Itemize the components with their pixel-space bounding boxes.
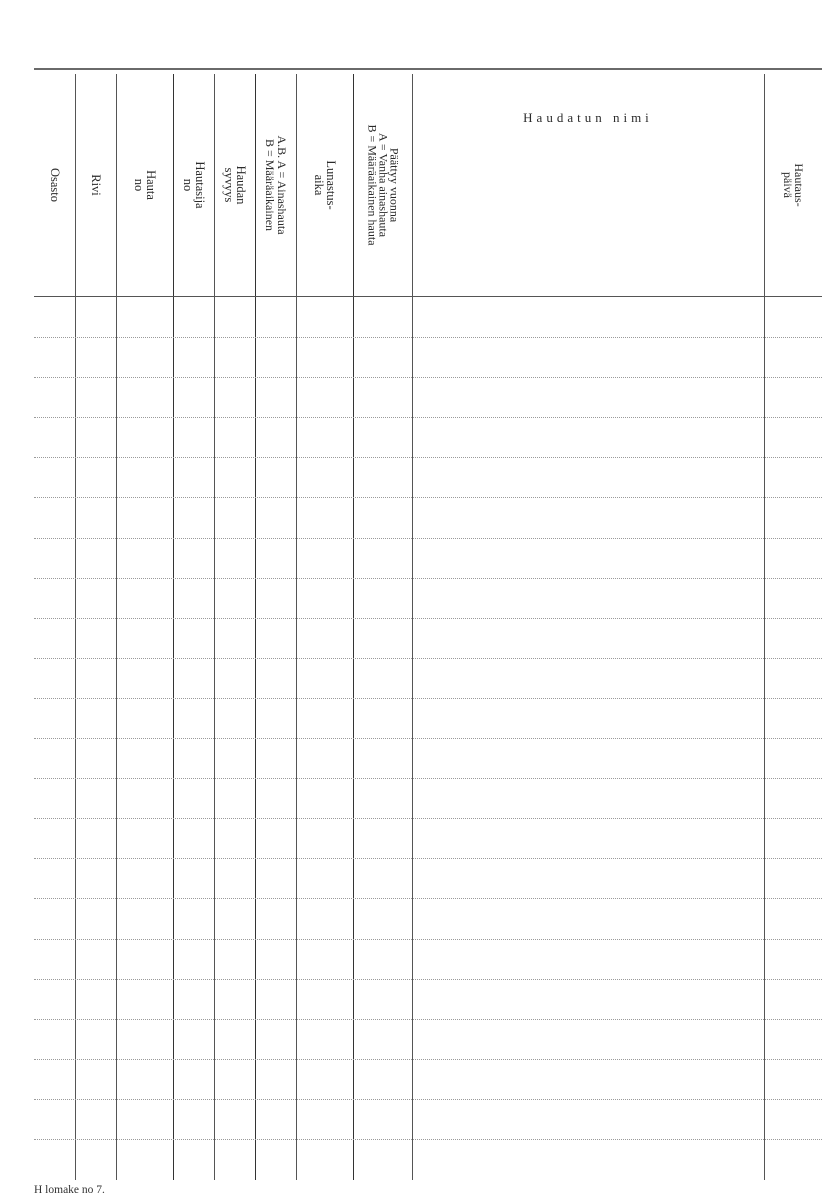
col-header-hauta-no (116, 74, 173, 296)
form-footer-label: H lomake no 7. (34, 1184, 105, 1196)
col-header-ab (255, 74, 296, 296)
col-header-osasto (34, 74, 75, 296)
entry-row-line (34, 698, 822, 699)
col-header-lunastusaika (296, 74, 353, 296)
column-rule (296, 74, 297, 1180)
entry-row-line (34, 497, 822, 498)
entry-row-line (34, 1099, 822, 1100)
entry-row-line (34, 818, 822, 819)
header-hautasija-line2: no (180, 178, 195, 192)
entry-row-line (34, 457, 822, 458)
header-rivi-text: Rivi (88, 174, 103, 196)
entry-row-line (34, 578, 822, 579)
header-ab-line2: B = Määräaikainen (262, 138, 277, 232)
burial-register-form (34, 68, 822, 1180)
header-lunastus-line2: aika (311, 174, 326, 196)
entry-row-line (34, 738, 822, 739)
entry-row-line (34, 858, 822, 859)
entry-row-line (34, 778, 822, 779)
entry-row-line (34, 377, 822, 378)
column-rule (255, 74, 256, 1180)
col-header-rivi (75, 74, 116, 296)
header-paattyy-line1: Päättyy vuonna (387, 147, 401, 223)
entry-row-line (34, 939, 822, 940)
col-header-hautasija-no (173, 74, 214, 296)
col-header-haudatun-nimi (412, 74, 764, 296)
header-hautasija-line1: Hautasija (192, 161, 207, 209)
entry-row-line (34, 1019, 822, 1020)
header-hauta-line2: no (131, 178, 146, 192)
header-paattyy-line2: A = Vanha ainashauta (376, 132, 390, 238)
header-osasto-text: Osasto (47, 167, 62, 203)
column-rule (764, 74, 765, 1180)
header-hautaus-line1: Hautaus- (792, 163, 806, 207)
header-lunastus-line1: Lunastus- (323, 160, 338, 210)
entry-row-line (34, 979, 822, 980)
column-rule (116, 74, 117, 1180)
entry-row-line (34, 618, 822, 619)
column-rule (214, 74, 215, 1180)
header-syvyys-line1: Haudan (233, 165, 248, 205)
header-paattyy-line3: B = Määräaikainen hauta (365, 124, 379, 246)
entry-row-line (34, 658, 822, 659)
column-rule (353, 74, 354, 1180)
entry-row-line (34, 1059, 822, 1060)
entry-row-line (34, 898, 822, 899)
entry-row-line (34, 337, 822, 338)
header-hautaus-line2: päivä (781, 171, 795, 198)
col-header-paattyy (353, 74, 412, 296)
entry-row-line (34, 417, 822, 418)
column-rule (75, 74, 76, 1180)
column-rule (173, 74, 174, 1180)
col-header-haudan-syvyys (214, 74, 255, 296)
header-separator (34, 296, 822, 297)
header-haudatun-nimi-text: Haudatun nimi (523, 110, 653, 125)
entry-row-line (34, 1139, 822, 1140)
header-syvyys-line2: syvyys (221, 167, 236, 203)
header-ab-line1: A.B. A = Ainashauta (274, 135, 289, 235)
entry-row-line (34, 538, 822, 539)
col-header-hautauspaiva (764, 74, 822, 296)
column-rule (412, 74, 413, 1180)
header-hauta-line1: Hauta (143, 170, 158, 200)
